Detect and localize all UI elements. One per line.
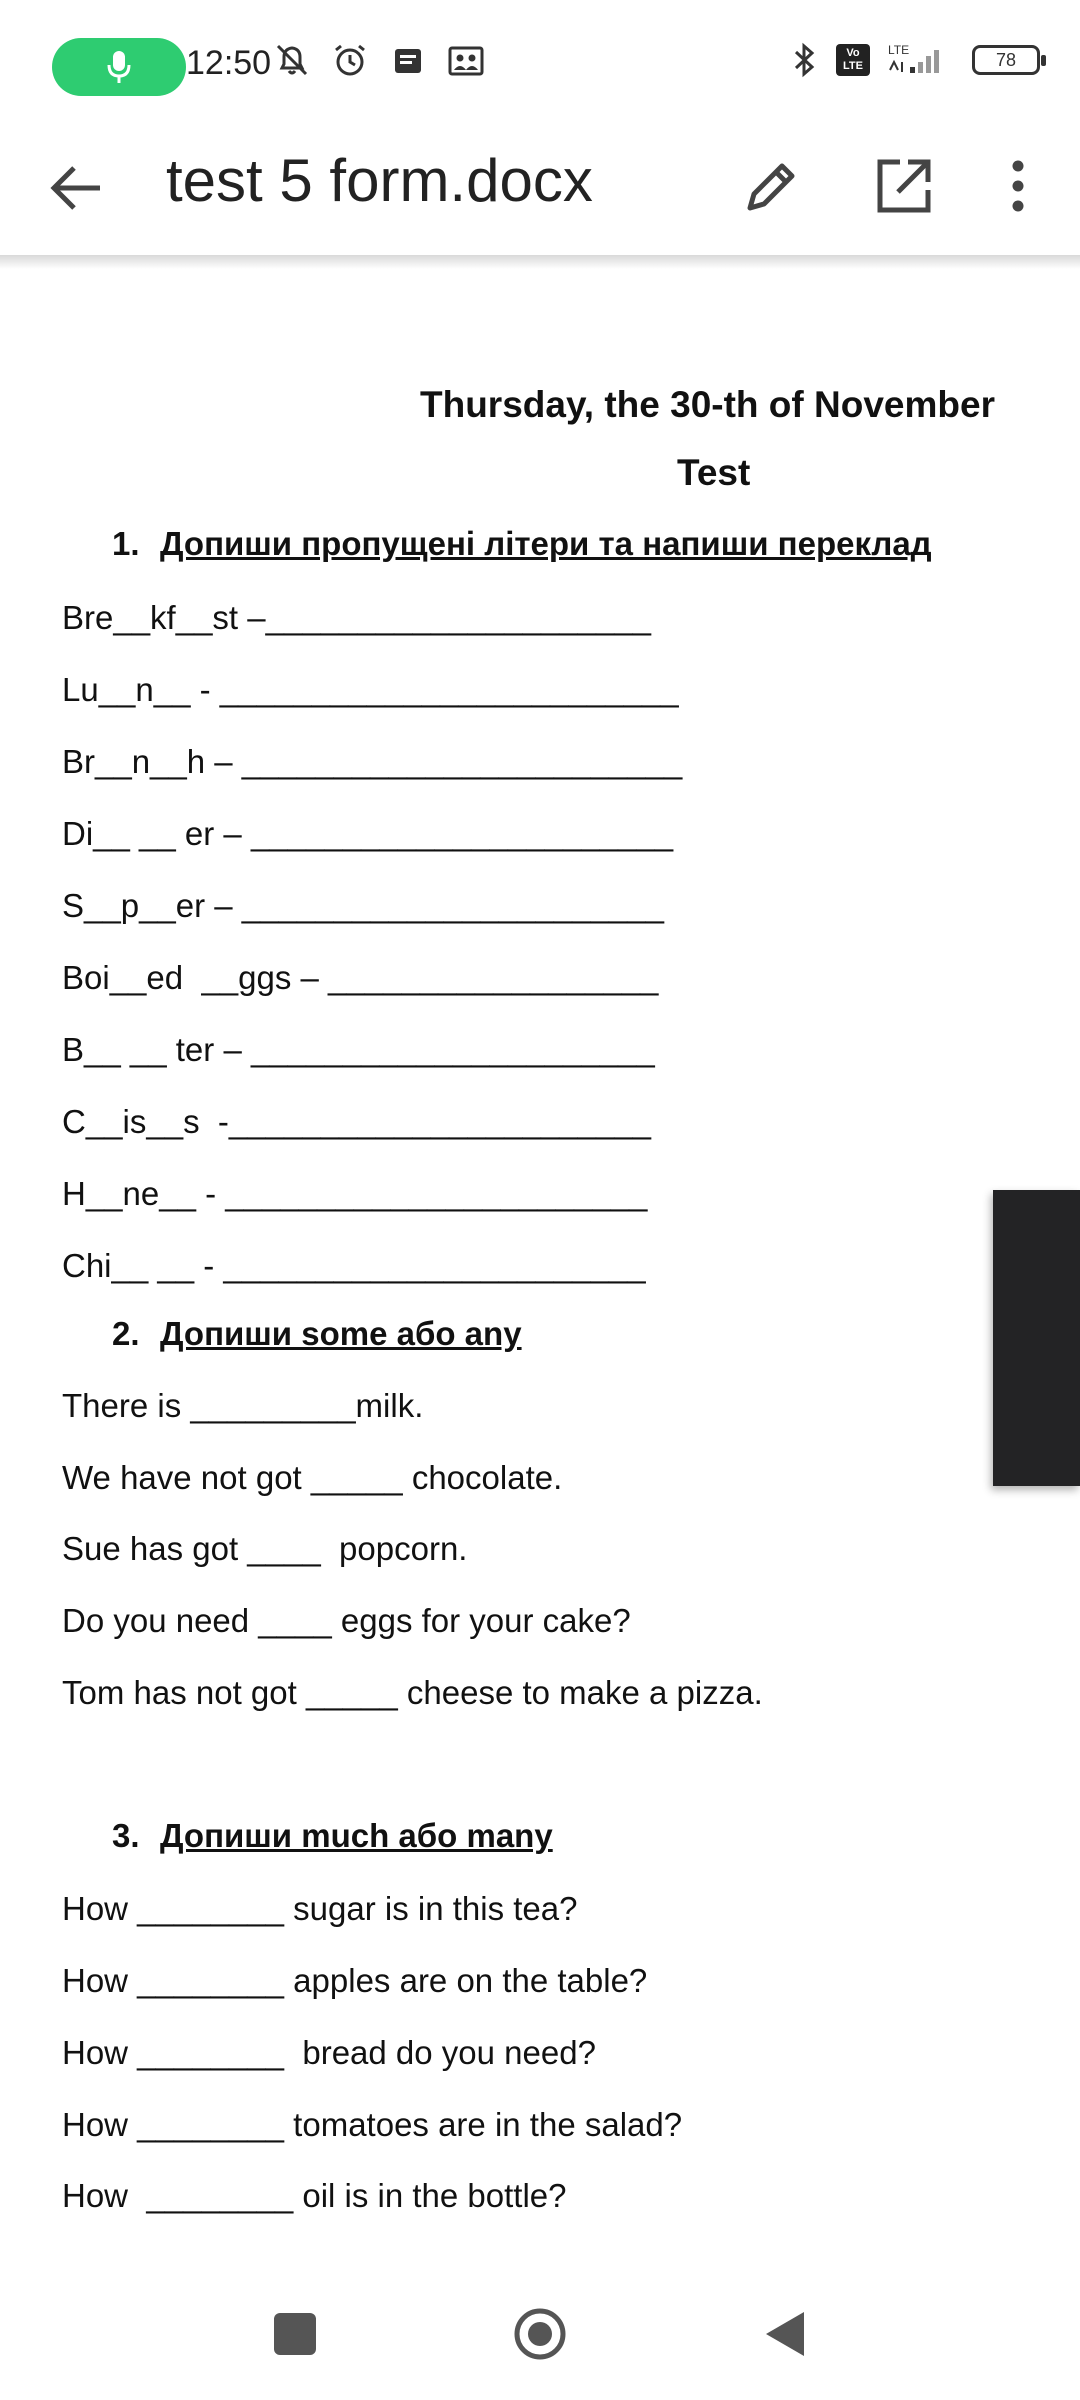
exercise-line: Br__n__h – ________________________ [62,743,683,780]
status-time: 12:50 [186,44,272,82]
recent-apps-icon[interactable] [274,2313,316,2355]
date-heading: Thursday, the 30-th of November [420,384,995,425]
group-chat-icon [446,40,486,80]
exercise-line: How ________ bread do you need? [62,2034,596,2071]
exercise-line: H__ne__ - _______________________ [62,1175,648,1212]
system-status-icons [790,40,1040,80]
exercise-line: Do you need ____ eggs for your cake? [62,1602,631,1639]
status-bar [0,0,1080,120]
exercise-line: Lu__n__ - _________________________ [62,671,679,708]
section-title: Допиши much або many [160,1817,553,1854]
section-2-heading [112,1315,522,1353]
open-external-icon[interactable] [872,154,936,218]
section-1-heading [112,525,932,563]
message-icon [388,40,428,80]
exercise-line: B__ __ ter – ______________________ [62,1031,655,1068]
section-number: 3. [112,1817,140,1854]
exercise-line: Boi__ed __ggs – __________________ [62,959,659,996]
signal-strength-icon [886,40,956,80]
section-title: Допиши some або any [160,1315,522,1352]
exercise-line: We have not got _____ chocolate. [62,1459,563,1496]
exercise-line: Sue has got ____ popcorn. [62,1530,468,1567]
volte-badge: Vo LTE [836,44,870,76]
edit-pencil-icon[interactable] [740,154,804,218]
exercise-line: How ________ sugar is in this tea? [62,1890,578,1927]
exercise-line: How ________ apples are on the table? [62,1962,648,1999]
system-navigation-bar [0,2270,1080,2400]
exercise-line: How ________ oil is in the bottle? [62,2177,567,2214]
exercise-line: Chi__ __ - _______________________ [62,1247,646,1284]
exercise-line: Tom has not got _____ cheese to make a pizza. [62,1674,763,1711]
app-bar [0,120,1080,255]
document-page[interactable] [0,269,1080,2269]
exercise-line: How ________ tomatoes are in the salad? [62,2106,683,2143]
exercise-line: There is _________milk. [62,1387,424,1424]
exercise-line: Bre__kf__st –_____________________ [62,599,652,636]
exercise-line: S__p__er – _______________________ [62,887,664,924]
microphone-icon [106,50,132,84]
svg-text:LTE: LTE [888,43,910,57]
notification-icons [272,40,486,80]
section-3-heading [112,1817,553,1855]
back-arrow-icon[interactable] [44,156,108,220]
exercise-line: C__is__s -_______________________ [62,1103,652,1140]
fast-scroll-handle[interactable] [993,1190,1080,1486]
section-number: 1. [112,525,140,562]
home-icon[interactable] [512,2306,568,2362]
nav-back-icon[interactable] [762,2310,806,2358]
alarm-clock-icon [330,40,370,80]
document-title: test 5 form.docx [166,147,593,214]
section-title: Допиши пропущені літери та напиши переклад [160,525,932,562]
test-heading: Test [677,452,751,493]
bell-off-icon [272,40,312,80]
app-bar-shadow [0,255,1080,269]
bluetooth-icon [790,40,820,80]
battery-indicator: 78 [972,45,1040,75]
exercise-line: Di__ __ er – _______________________ [62,815,674,852]
more-vert-icon[interactable] [990,154,1046,218]
section-number: 2. [112,1315,140,1352]
mic-active-indicator[interactable] [52,38,186,96]
